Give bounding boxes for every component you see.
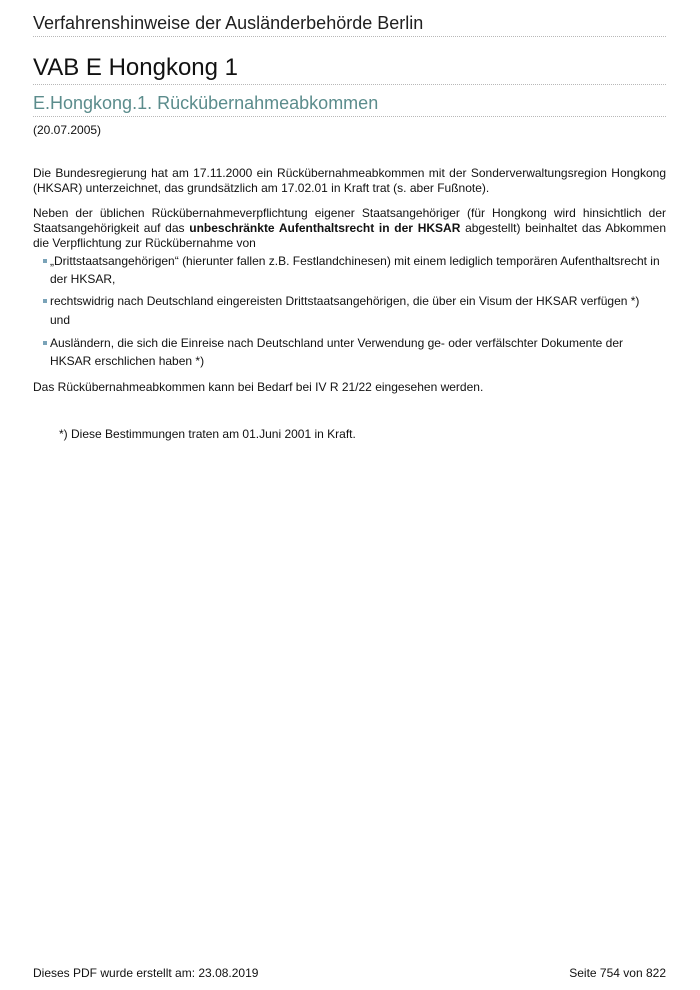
square-bullet-icon [43,259,47,263]
paragraph-2-bold: unbeschränkte Aufenthaltsrecht in der HKSAR [189,221,461,235]
document-title: VAB E Hongkong 1 [33,54,239,81]
footer-page-number: Seite 754 von 822 [569,966,666,980]
paragraph-2-text-end: abgestellt) beinhaltet das Abkommen die Verpflichtung zur Rückübernahme von [33,221,667,250]
header-divider [33,36,666,37]
section-divider [33,116,666,117]
paragraph-2-text: Neben der üblichen Rückübernahmeverpflichtung eigener Staatsangehöriger (für Hongkong wird hinsichtlich der Staatsangehörigkeit auf das [33,206,666,235]
header-title: Verfahrenshinweise der Ausländerbehörde Berlin [33,13,424,33]
paragraph-3: Das Rückübernahmeabkommen kann bei Bedarf bei IV R 21/22 eingesehen werden. [33,380,484,394]
title-divider [33,84,666,85]
footnote: *) Diese Bestimmungen traten am 01.Juni 2001 in Kraft. [59,427,356,441]
list-item-text: Ausländern, die sich die Einreise nach Deutschland unter Verwendung ge- oder verfälschter Dokumente der HKSAR erschlichen haben *) [50,336,623,368]
list-item [43,292,666,310]
square-bullet-icon [43,299,47,303]
section-title: E.Hongkong.1. Rückübernahmeabkommen [33,93,379,113]
document-date: (20.07.2005) [33,123,102,137]
footer-created-date: Dieses PDF wurde erstellt am: 23.08.2019 [33,966,259,980]
paragraph-1: Die Bundesregierung hat am 17.11.2000 ein Rückübernahmeabkommen mit der Sonderverwaltungsregion Hongkong (HKSAR) unterzeichnet, das grundsätzlich am 17.02.01 in Kraft trat (s. aber Fußnote). [33,166,666,195]
list-item-text: rechtswidrig nach Deutschland eingereisten Drittstaatsangehörigen, die über ein Visum der HKSAR verfügen *) [50,294,640,308]
list-item [43,252,666,288]
square-bullet-icon [43,341,47,345]
list-connector: und [50,313,71,327]
recipient-list [43,252,666,370]
list-item-text: „Drittstaatsangehörigen“ (hierunter fallen z.B. Festlandchinesen) mit einem lediglich temporären Aufenthaltsrecht in der HKSAR, [50,254,660,286]
paragraph-2 [33,206,666,251]
list-item [43,334,666,370]
